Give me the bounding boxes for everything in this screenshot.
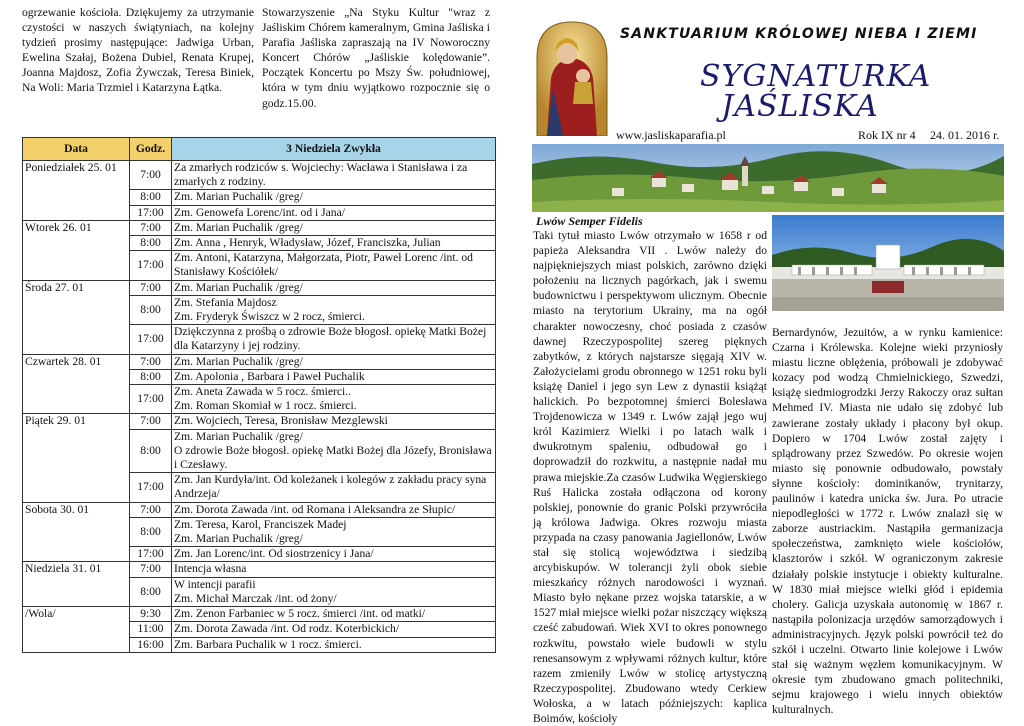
cleaning-notice: ogrzewanie kościoła. Dziękujemy za utrzymanie czystości w naszych świątyniach, na kolejny tydzień prosimy następujące: Jadwiga Urban, Ewelina Szałaj, Bożena Dubiel, Renata Krupej, Joanna Majdosz, Zofia Żywczak, Teresa Biniek, Na Woli: Maria Trzmiel i Katarzyna Łątka. <box>22 6 254 95</box>
day-cell: Poniedziałek 25. 01 <box>23 161 130 221</box>
issue-date: 24. 01. 2016 r. <box>930 128 1000 142</box>
intention-cell: Zm. Marian Puchalik /greg/ <box>172 220 496 235</box>
day-cell: Środa 27. 01 <box>23 280 130 354</box>
intention-cell: Zm. Jan Kurdyła/int. Od koleżanek i kolegów z zakładu pracy syna Andrzeja/ <box>172 473 496 502</box>
time-cell: 17:00 <box>130 473 172 502</box>
time-cell: 7:00 <box>130 354 172 369</box>
intention-cell: Zm. Jan Lorenc/int. Od siostrzenicy i Jana/ <box>172 547 496 562</box>
day-cell: Piątek 29. 01 <box>23 414 130 502</box>
time-cell: 8:00 <box>130 236 172 251</box>
intention-cell: Za zmarłych rodziców s. Wojciechy: Wacława i Stanisława i za zmarłych z rodziny. <box>172 161 496 190</box>
day-cell: Czwartek 28. 01 <box>23 354 130 414</box>
time-cell: 8:00 <box>130 295 172 324</box>
time-cell: 8:00 <box>130 369 172 384</box>
intention-cell: Zm. Marian Puchalik /greg/ O zdrowie Boże błogosł. opiekę Matki Bożej dla Józefy, Bronisława i Czesławy. <box>172 429 496 473</box>
intention-cell: Zm. Apolonia , Barbara i Paweł Puchalik <box>172 369 496 384</box>
intention-cell: Zm. Anna , Henryk, Władysław, Józef, Franciszka, Julian <box>172 236 496 251</box>
time-cell: 17:00 <box>130 385 172 414</box>
time-cell: 17:00 <box>130 547 172 562</box>
sanctuary-title: SANKTUARIUM KRÓLOWEJ NIEBA I ZIEMI <box>620 26 978 42</box>
intention-cell: W intencji parafii Zm. Michał Marczak /int. od żony/ <box>172 577 496 606</box>
madonna-image <box>533 18 611 136</box>
time-cell: 16:00 <box>130 637 172 652</box>
time-cell: 8:00 <box>130 429 172 473</box>
time-cell: 17:00 <box>130 205 172 220</box>
time-cell: 17:00 <box>130 325 172 354</box>
intention-cell: Intencja własna <box>172 562 496 577</box>
lviv-cemetery-photo <box>772 215 1004 311</box>
concert-notice: Stowarzyszenie „Na Styku Kultur "wraz z Jaśliskim Chórem kameralnym, Gmina Jaśliska i Parafia Jaśliska zapraszają na IV Noworoczny Koncert Chórów „Jaśliskie kolędowanie”. Początek Koncertu po Mszy Św. południowej, która w tym dniu wyjątkowo rozpocznie się o godz.15.00. <box>262 6 490 110</box>
table-row <box>23 161 496 190</box>
time-cell: 7:00 <box>130 414 172 429</box>
day-cell: /Wola/ <box>23 607 130 653</box>
time-cell: 9:30 <box>130 607 172 622</box>
intention-cell: Zm. Barbara Puchalik w 1 rocz. śmierci. <box>172 637 496 652</box>
intention-cell: Zm. Marian Puchalik /greg/ <box>172 280 496 295</box>
time-cell: 8:00 <box>130 577 172 606</box>
intention-cell: Dziękczynna z prośbą o zdrowie Boże błogosł. opiekę Matki Bożej dla Katarzyny i jej rodziny. <box>172 325 496 354</box>
time-cell: 8:00 <box>130 517 172 546</box>
day-cell: Wtorek 26. 01 <box>23 220 130 280</box>
intention-cell: Zm. Zenon Farbaniec w 5 rocz. śmierci /int. od matki/ <box>172 607 496 622</box>
table-row <box>23 607 496 622</box>
table-row <box>23 220 496 235</box>
time-cell: 7:00 <box>130 502 172 517</box>
schedule-body <box>23 161 496 653</box>
article-column-1: Taki tytuł miasto Lwów otrzymało w 1658 r od papieża Aleksandra VII . Lwów należy do najpiękniejszych miast polskich, zarówno dzięki położeniu na licznych pagórkach, jak i swemu budownictwu i perspektywom ulicznym. Obecnie miasto na terytorium Ukrainy, ma na ogół charakter nowoczesny, choć posiada z czasów dawnej Rzeczypospolitej szereg pięknych zabytków, z których najstarsze sięgają XIV w. Założycielami grodu obronnego w 1251 roku byli książę Daniel i jego syn Lew z dynastii książąt halickich. Po bezpotomnej śmierci Bolesława Trojdenowicza w 1349 r. Lwów zajął jego wuj król Kazimierz Wielki i po latach walk i dwukrotnym spaleniu, odbudował go i doprowadził do rozkwitu, a następnie nadał mu prawa miejskie.Za czasów Ludwika Węgierskiego Ruś Halicka została odłączona od korony polskiej, ponownie do granic Polski przywróciła ją królowa Jadwiga. Okres rozwoju miasta przypada na czasy panowania Jagiellonów, Lwów stał się stolicą województwa i siedzibą arcybiskupów. W tolerancji żyli obok siebie mieszkańcy różnych narodowości i wyznań. Miasto było nękane przez wojska tatarskie, a w 1527 miał miejsce wielki pożar niszczący większą cześć zabudowań. Wiek XVI to okres ponownego rozkwitu, powstało wiele budowli w stylu renesansowym z wpływami różnych kultur, które razem zmieniły Lwów w stolicę artystyczną Rzeczypospolitej. Zbudowano wtedy Cerkiew Wołoska, a w latach późniejszych: kaplica Boimów, kościoły <box>533 229 767 725</box>
website-url: www.jasliskaparafia.pl <box>616 128 726 142</box>
intention-cell: Zm. Stefania Majdosz Zm. Fryderyk Świszcz w 2 rocz, śmierci. <box>172 295 496 324</box>
time-cell: 7:00 <box>130 280 172 295</box>
day-cell: Sobota 30. 01 <box>23 502 130 562</box>
issue-number: Rok IX nr 4 <box>858 128 916 142</box>
intention-cell: Zm. Antoni, Katarzyna, Małgorzata, Piotr, Paweł Lorenc /int. od Stanisławy Kościółek/ <box>172 251 496 280</box>
intention-cell: Zm. Marian Puchalik /greg/ <box>172 354 496 369</box>
day-cell: Niedziela 31. 01 <box>23 562 130 607</box>
time-cell: 8:00 <box>130 190 172 205</box>
intention-cell: Zm. Teresa, Karol, Franciszek Madej Zm. Marian Puchalik /greg/ <box>172 517 496 546</box>
newsletter-title-line1: SYGNATURKA <box>700 59 932 94</box>
table-row <box>23 414 496 429</box>
header-time: Godz. <box>130 138 172 161</box>
table-row <box>23 354 496 369</box>
time-cell: 11:00 <box>130 622 172 637</box>
mass-schedule-table <box>22 137 496 653</box>
village-panorama-photo <box>532 144 1004 212</box>
intention-cell: Zm. Dorota Zawada /int. od Romana i Aleksandra ze Słupic/ <box>172 502 496 517</box>
article-heading: Lwów Semper Fidelis <box>536 214 643 228</box>
time-cell: 17:00 <box>130 251 172 280</box>
time-cell: 7:00 <box>130 161 172 190</box>
table-row <box>23 502 496 517</box>
intention-cell: Zm. Marian Puchalik /greg/ <box>172 190 496 205</box>
intention-cell: Zm. Dorota Zawada /int. Od rodz. Koterbickich/ <box>172 622 496 637</box>
time-cell: 7:00 <box>130 562 172 577</box>
table-row <box>23 562 496 577</box>
time-cell: 7:00 <box>130 220 172 235</box>
intention-cell: Zm. Genowefa Lorenc/int. od i Jana/ <box>172 205 496 220</box>
article-column-2: Bernardynów, Jezuitów, a w rynku kamienice: Czarna i Królewska. Kolejne wieki przyniosły miastu liczne oblężenia, próbowali je zdobywać kozacy pod wodzą Chmielnickiego, Szwedzi, książę siedmiogrodzki Jerzy Rakoczy oraz sułtan Mehmed IV. Miasta nie udało się zdobyć lub zawierane zostały układy i płacony był okup. Dopiero w 1704 Lwów został zajęty i splądrowany przez Szwedów. Po okresie wojen miasto się ponownie odbudowało, powstały słynne kościoły: dominikanów, trynitarzy, paulinów i katedra unicka św. Jura. Po utracie niepodległości w 1772 r. Lwów znalazł się w zaborze austriackim. Nastąpiła germanizacja społeczeństwa, zamknięto wiele kościołów, klasztorów i szkół. W ograniczonym zakresie działały polskie instytucje i obiekty kulturalne. W 1830 miał miejsce wielki głód i epidemia cholery. Galicja uzyskała autonomię w 1867 r. nastąpiła polonizacja urzędów samorządowych i administracyjnych. Język polski powrócił też do szkół i uczelni. Otwarto linie kolejowe i Lwów stał się ważnym węzłem komunikacyjnym. W okresie tym zbudowano gmach politechniki, sejmu krajowego i wielu innych obiektów kulturalnych. <box>772 326 1003 717</box>
intention-cell: Zm. Wojciech, Teresa, Bronisław Mezglewski <box>172 414 496 429</box>
newsletter-title-line2: JAŚLISKA <box>721 89 879 124</box>
intention-cell: Zm. Aneta Zawada w 5 rocz. śmierci.. Zm. Roman Skomiał w 1 rocz. śmierci. <box>172 385 496 414</box>
header-date: Data <box>23 138 130 161</box>
table-row <box>23 280 496 295</box>
header-sunday-title: 3 Niedziela Zwykła <box>172 138 496 161</box>
